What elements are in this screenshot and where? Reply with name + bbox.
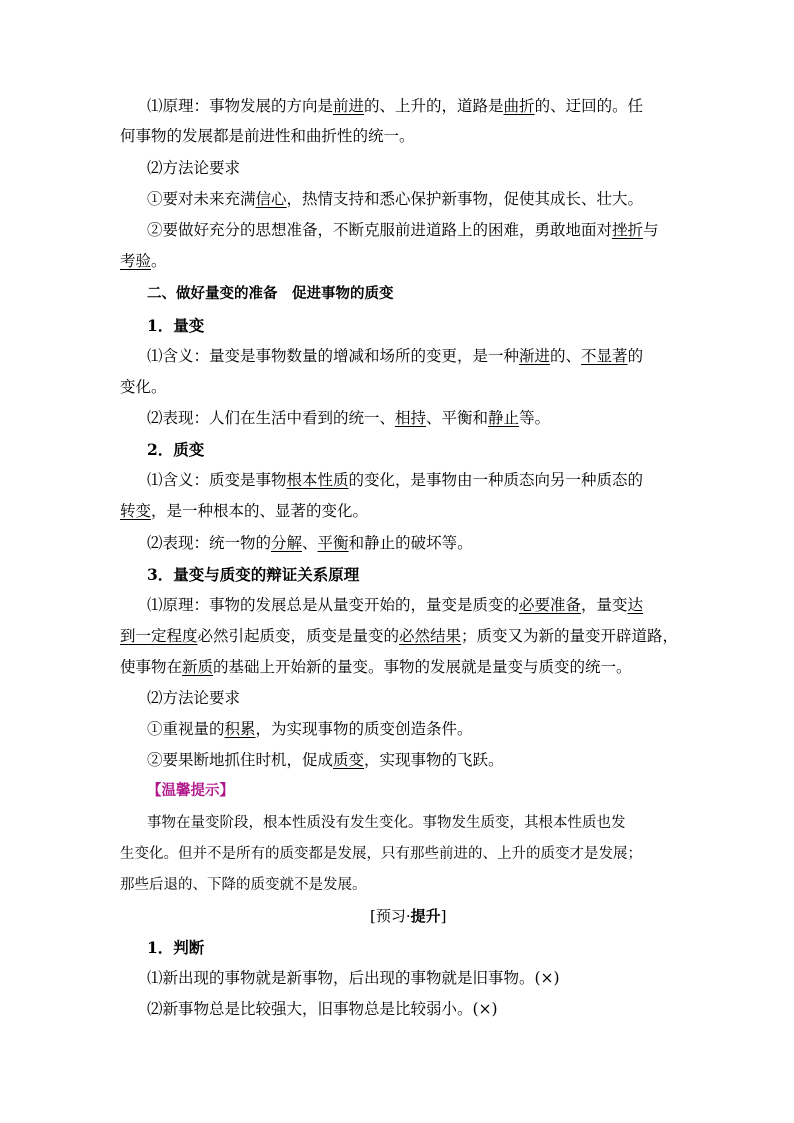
underlined-term: 信心 [255,190,287,208]
text: ⑴原理：事物的发展总是从量变开始的，量变是质变的 [147,596,520,614]
text: ①重视量的 [147,720,225,738]
underlined-term: 转变 [120,502,152,520]
judgement-heading: 1．判断 [147,938,205,957]
underlined-term: 前进 [333,97,365,115]
text: 的变化，是事物由一种质态向另一种质态的 [348,471,644,489]
dialectical-methodology-heading: ⑵方法论要求 [147,689,241,707]
text: ，量变 [581,596,628,614]
text: ] [440,907,447,925]
dialectical-methodology-item-1 [147,718,473,740]
text: 、 [302,534,318,552]
underlined-term: 不显著 [581,347,628,365]
warm-tip-label: 【温馨提示】 [147,783,234,799]
quantitative-meaning-line-2: 变化。 [120,378,167,396]
text: ⑵表现：统一物的 [147,534,272,552]
text: 的基础上开始新的量变。事物的发展就是量变与质变的统一。 [213,658,632,676]
text: ⑴含义：量变是事物数量的增减和场所的变更，是一种 [147,347,520,365]
text: 必然引起质变，质变是量变的 [197,627,400,645]
text: ，为实现事物的质变创造条件。 [255,720,473,738]
warm-tip-line-3: 那些后退的、下降的质变就不是发展。 [120,877,367,893]
underlined-term: 到一定程度 [120,627,198,645]
text: 。 [151,252,167,270]
text: 等。 [519,409,551,427]
text: 、平衡和 [426,409,489,427]
judgement-item-2: ⑵新事物总是比较强大，旧事物总是比较弱小。(×) [147,1000,498,1018]
text: 和静止的破坏等。 [348,534,473,552]
underlined-term: 分解 [271,534,303,552]
principle-line-2: 何事物的发展都是前进性和曲折性的统一。 [120,127,415,145]
underlined-term: 积累 [224,720,256,738]
methodology-item-2-line-1 [147,219,659,241]
dialectical-principle-line-3 [120,656,632,678]
judgement-item-1: ⑴新出现的事物就是新事物，后出现的事物就是旧事物。(×) [147,969,560,987]
text: ②要做好充分的思想准备，不断克服前进道路上的困难，勇敢地面对 [147,221,613,239]
quantitative-meaning-line-1 [147,345,643,367]
text: ⑵表现：人们在生活中看到的统一、 [147,409,396,427]
practice-title [370,905,447,927]
text: ，热情支持和悉心保护新事物，促使其成长、壮大。 [286,190,644,208]
methodology-item-2-line-2 [120,250,167,272]
underlined-term: 达 [627,596,644,614]
text: ②要果断地抓住时机，促成 [147,751,334,769]
underlined-term: 质变 [333,751,365,769]
qualitative-meaning-line-2 [120,500,368,522]
warm-tip-line-2: 生变化。但并不是所有的质变都是发展，只有那些前进的、上升的质变才是发展； [120,846,642,862]
methodology-heading: ⑵方法论要求 [147,159,241,177]
underlined-term: 平衡 [317,534,349,552]
text: [预习· [370,907,411,925]
text: ⑴原理：事物发展的方向是 [147,97,334,115]
principle-line-1 [147,95,643,117]
underlined-term: 曲折 [503,97,535,115]
dialectical-methodology-item-2 [147,749,504,771]
section-heading: 二、做好量变的准备 促进事物的质变 [147,286,394,302]
subheading-quantitative: 1．量变 [147,316,205,335]
underlined-term: 新质 [182,658,214,676]
methodology-item-1 [147,188,643,210]
text: ，是一种根本的、显著的变化。 [151,502,369,520]
text: ；质变又为新的量变开辟道路， [461,627,679,645]
underlined-term: 根本性质 [286,471,349,489]
text: 与 [643,221,659,239]
text: 使事物在 [120,658,183,676]
subheading-dialectical: 3．量变与质变的辩证关系原理 [147,565,360,584]
underlined-term: 挫折 [612,221,644,239]
qualitative-meaning-line-1 [147,469,643,491]
text: 的、迂回的。任 [534,97,644,115]
qualitative-manifestation [147,532,473,554]
warm-tip-line-1: 事物在量变阶段，根本性质没有发生变化。事物发生质变，其根本性质也发 [147,815,626,831]
quantitative-manifestation [147,407,550,429]
underlined-term: 必要准备 [519,596,582,614]
text: ⑴含义：质变是事物 [147,471,287,489]
dialectical-principle-line-1 [147,594,643,616]
text: 的、上升的，道路是 [364,97,504,115]
underlined-term: 静止 [488,409,520,427]
text: 提升 [410,907,441,925]
text: 的 [627,347,644,365]
text: 的、 [550,347,582,365]
text: ①要对未来充满 [147,190,256,208]
underlined-term: 相持 [395,409,427,427]
underlined-term: 渐进 [519,347,551,365]
text: ，实现事物的飞跃。 [364,751,504,769]
dialectical-principle-line-2 [120,625,678,647]
underlined-term: 必然结果 [399,627,462,645]
underlined-term: 考验 [120,252,152,270]
subheading-qualitative: 2．质变 [147,440,205,459]
